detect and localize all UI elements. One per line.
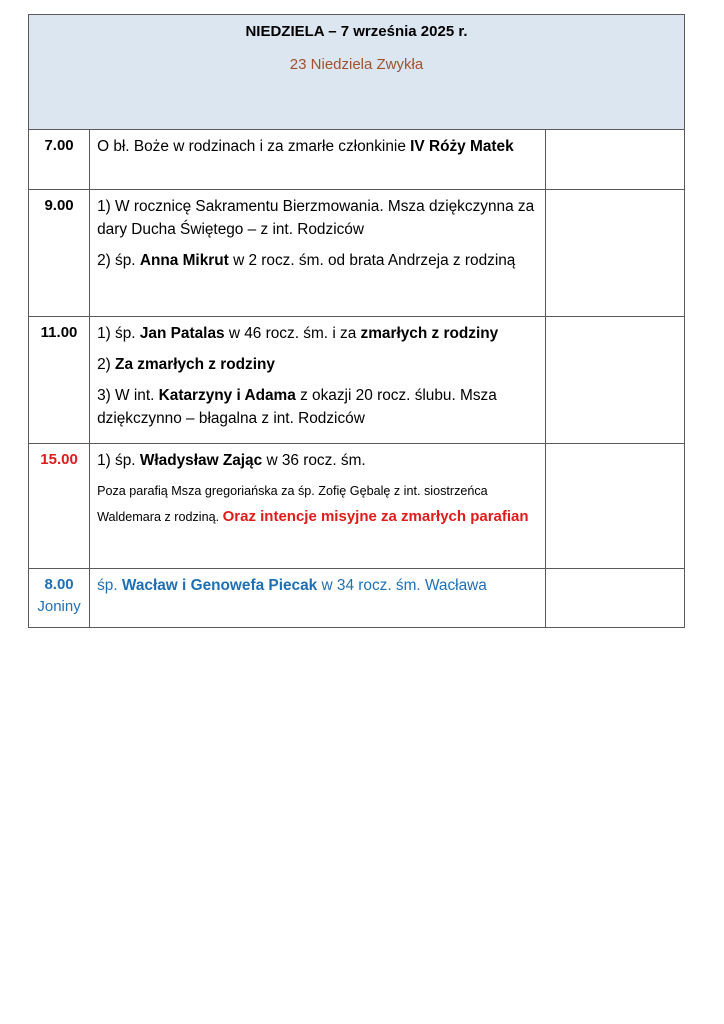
mass-time [29, 444, 90, 569]
page-subtitle: 23 Niedziela Zwykła [289, 56, 424, 73]
text-part: z okazji 20 rocz. ślubu. Msza dziękczynno – błagalna z int. Rodziców [97, 387, 497, 428]
time-label: 15.00 [40, 451, 78, 468]
text-part: w 46 rocz. śm. i za [224, 325, 361, 342]
text-part: 1) śp. [97, 325, 140, 342]
intention-cell [90, 317, 546, 444]
extra-cell [545, 444, 684, 569]
text-part: 2) śp. [97, 252, 140, 270]
time-label: 9.00 [44, 197, 74, 214]
text-part: w 36 rocz. śm. [262, 452, 366, 469]
time-label: 7.00 [44, 137, 74, 154]
text-part: śp. [97, 577, 122, 594]
intention-note [97, 480, 537, 531]
extra-cell [545, 317, 684, 444]
table-row [29, 569, 685, 628]
place-label: Joniny [37, 597, 81, 615]
table-row [29, 444, 685, 569]
intention-text [97, 574, 537, 597]
intention-item [97, 449, 537, 472]
text-bold: Władysław Zając [139, 452, 263, 469]
text-part: O bł. Boże w rodzinach i za zmarłe członkinie [97, 138, 411, 155]
intention-item: 1) W rocznicę Sakramentu Bierzmowania. Msza dziękczynna za dary Ducha Świętego – z int. Rodziców [97, 198, 535, 239]
extra-cell [545, 130, 684, 190]
text-part: w 34 rocz. śm. Wacława [317, 577, 487, 594]
text-part: 1) śp. [97, 452, 140, 469]
text-part: w 2 rocz. śm. od brata Andrzeja z rodziną [228, 252, 516, 270]
intention-cell [90, 190, 546, 317]
mass-time [29, 317, 90, 444]
intention-text [97, 135, 537, 158]
page-title: NIEDZIELA – 7 września 2025 r. [245, 23, 468, 40]
note-red-text: Oraz intencje misyjne za zmarłych parafian [222, 508, 529, 526]
mass-time [29, 569, 90, 628]
table-row [29, 317, 685, 444]
intention-item [97, 249, 537, 272]
text-bold: Jan Patalas [139, 325, 225, 342]
intention-item [97, 353, 537, 376]
intention-cell [90, 569, 546, 628]
mass-intentions-table [28, 14, 685, 628]
intention-item [97, 384, 537, 430]
time-label: 8.00 [44, 576, 74, 593]
text-bold: Za zmarłych z rodziny [115, 356, 275, 374]
header-cell [29, 15, 685, 130]
table-row [29, 130, 685, 190]
intention-cell [90, 444, 546, 569]
header-row [29, 15, 685, 130]
extra-cell [545, 569, 684, 628]
time-label: 11.00 [40, 324, 78, 341]
mass-time [29, 190, 90, 317]
text-bold: Wacław i Genowefa Piecak [121, 577, 318, 594]
extra-cell [545, 190, 684, 317]
text-part: 3) W int. [97, 387, 159, 405]
text-bold: zmarłych z rodziny [360, 325, 499, 342]
text-part: 2) [97, 356, 116, 374]
intention-cell [90, 130, 546, 190]
text-bold: Katarzyny i Adama [158, 387, 296, 405]
mass-time [29, 130, 90, 190]
text-bold: Anna Mikrut [139, 252, 229, 270]
text-bold: IV Róży Matek [410, 138, 514, 155]
table-row [29, 190, 685, 317]
intention-item [97, 322, 537, 345]
note-text: Poza parafią Msza gregoriańska za śp. Zofię Gębalę z int. siostrzeńca Waldemara z rodziną. [97, 484, 488, 525]
